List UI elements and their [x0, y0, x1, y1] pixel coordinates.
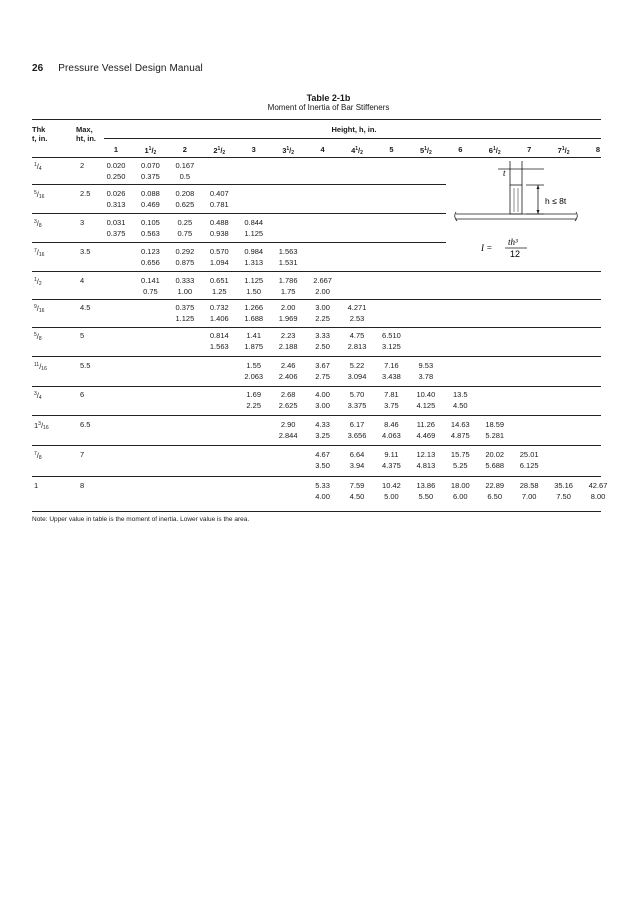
stiffener-bar: [510, 185, 522, 214]
height-col-1: $1^1/_2$: [144, 146, 157, 156]
area-cell: 2.844: [278, 431, 298, 440]
moment-of-inertia-cell: 9.53: [418, 361, 434, 370]
moment-of-inertia-cell: 4.67: [315, 450, 330, 459]
moment-of-inertia-cell: 0.333: [175, 276, 195, 285]
area-cell: 6.00: [452, 492, 468, 501]
table-note: Note: Upper value in table is the moment of inertia. Lower value is the area.: [32, 516, 250, 523]
area-cell: 5.50: [418, 492, 434, 501]
moment-of-inertia-cell: 0.407: [209, 189, 229, 198]
area-cell: 4.00: [315, 492, 330, 501]
table-top-rule: [32, 119, 601, 120]
page-running-title: Pressure Vessel Design Manual: [58, 63, 203, 74]
height-header-rule: [104, 138, 601, 139]
moment-of-inertia-cell: 13.86: [416, 481, 436, 490]
area-cell: 0.938: [209, 229, 229, 238]
moment-of-inertia-cell: 35.16: [554, 481, 573, 490]
area-cell: 2.50: [315, 342, 330, 351]
table-subtitle: Moment of Inertia of Bar Stiffeners: [267, 103, 390, 112]
moment-of-inertia-cell: 1.55: [246, 361, 262, 370]
moment-of-inertia-cell: 18.00: [450, 481, 470, 490]
area-cell: 0.656: [141, 258, 160, 267]
area-cell: 0.625: [175, 200, 195, 209]
t-label: t: [503, 168, 506, 178]
row-max-height: 6: [80, 390, 85, 399]
moment-of-inertia-cell: 3.33: [315, 331, 330, 340]
moment-of-inertia-cell: 0.732: [209, 303, 229, 312]
height-col-11: $6^1/_2$: [488, 146, 501, 156]
area-cell: 1.531: [278, 258, 298, 267]
moment-of-inertia-cell: 5.70: [349, 390, 365, 399]
moment-of-inertia-cell: 14.63: [450, 420, 470, 429]
moment-of-inertia-cell: 0.167: [175, 161, 195, 170]
area-cell: 3.25: [315, 431, 330, 440]
area-cell: 4.125: [416, 401, 436, 410]
area-cell: 1.969: [278, 314, 298, 323]
row-rule: [32, 213, 446, 214]
row-rule: [32, 271, 601, 272]
moment-of-inertia-cell: 10.40: [416, 390, 436, 399]
moment-of-inertia-cell: 18.59: [485, 420, 505, 429]
moment-of-inertia-cell: 22.89: [485, 481, 505, 490]
row-rule: [32, 327, 601, 328]
moment-of-inertia-cell: 0.088: [141, 189, 160, 198]
row-max-height: 7: [80, 450, 85, 459]
row-thickness: $^3/_8$: [34, 219, 42, 229]
height-col-10: 6: [458, 145, 463, 154]
row-rule: [32, 242, 446, 243]
row-thickness: $^{11}/_{16}$: [34, 362, 47, 372]
area-cell: 4.375: [382, 461, 401, 470]
row-max-height: 3.5: [80, 247, 91, 256]
moment-of-inertia-cell: 0.844: [244, 218, 264, 227]
height-col-14: 8: [595, 145, 601, 154]
area-cell: 6.125: [519, 461, 539, 470]
area-cell: 5.281: [485, 431, 505, 440]
moment-of-inertia-cell: 2.46: [280, 361, 296, 370]
moment-of-inertia-cell: 0.070: [141, 161, 160, 170]
moment-of-inertia-cell: 0.123: [141, 247, 160, 256]
area-cell: 2.188: [278, 342, 298, 351]
area-cell: 5.25: [452, 461, 468, 470]
page-number: 26: [32, 63, 44, 74]
area-cell: 2.406: [278, 372, 298, 381]
area-cell: 2.813: [347, 342, 367, 351]
moment-of-inertia-cell: 2.00: [280, 303, 296, 312]
area-cell: 2.25: [246, 401, 262, 410]
formula-numerator: th³: [508, 237, 518, 247]
moment-of-inertia-cell: 0.208: [175, 189, 195, 198]
col-thk-header: Thk t, in.: [32, 125, 48, 143]
area-cell: 4.50: [452, 401, 468, 410]
row-max-height: 6.5: [80, 420, 91, 429]
moment-of-inertia-cell: 25.01: [519, 450, 539, 459]
height-col-5: $3^1/_2$: [282, 146, 295, 156]
moment-of-inertia-cell: 0.105: [141, 218, 160, 227]
area-cell: 3.125: [382, 342, 401, 351]
height-col-6: 4: [320, 145, 325, 154]
area-cell: 1.00: [177, 287, 193, 296]
height-col-12: 7: [527, 145, 532, 154]
moment-of-inertia-cell: 2.23: [280, 331, 296, 340]
moment-of-inertia-cell: 12.13: [416, 450, 436, 459]
row-thickness: $^9/_{16}$: [34, 304, 45, 314]
area-cell: 7.50: [556, 492, 571, 501]
area-cell: 3.656: [347, 431, 367, 440]
moment-of-inertia-cell: 20.02: [485, 450, 505, 459]
row-max-height: 4: [80, 276, 85, 285]
bar-stiffener-diagram: [448, 158, 618, 268]
col-max-header: Max, ht, in.: [76, 125, 96, 143]
moment-of-inertia-cell: 5.22: [349, 361, 365, 370]
row-max-height: 2: [80, 161, 85, 170]
area-cell: 1.563: [209, 342, 229, 351]
row-thickness: $^1/_2$: [34, 277, 42, 287]
area-cell: 4.875: [450, 431, 470, 440]
formula-denominator: 12: [510, 249, 521, 259]
page-header: [32, 63, 203, 74]
area-cell: 4.469: [416, 431, 436, 440]
row-max-height: 8: [80, 481, 85, 490]
height-header: Height, h, in.: [331, 125, 377, 134]
area-cell: 1.094: [209, 258, 229, 267]
height-col-7: $4^1/_2$: [351, 146, 363, 156]
moment-of-inertia-cell: 3.00: [315, 303, 330, 312]
table-bottom-rule: [32, 511, 601, 512]
row-thickness: 1: [34, 481, 39, 490]
moment-of-inertia-cell: 4.33: [315, 420, 330, 429]
moment-of-inertia-cell: 0.292: [175, 247, 195, 256]
area-cell: 1.25: [211, 287, 227, 296]
moment-of-inertia-cell: 1.125: [244, 276, 264, 285]
area-cell: 2.625: [278, 401, 298, 410]
moment-of-inertia-cell: 1.69: [246, 390, 262, 399]
area-cell: 0.781: [209, 200, 229, 209]
formula-lhs: I =: [481, 243, 493, 253]
h-arrow-up: [537, 185, 540, 189]
row-thickness: $^5/_{16}$: [34, 190, 45, 200]
height-col-9: $5^1/_2$: [419, 146, 432, 156]
plate-break-left: [455, 212, 457, 221]
moment-of-inertia-cell: 2.90: [280, 420, 296, 429]
row-rule: [32, 299, 601, 300]
moment-of-inertia-cell: 5.33: [315, 481, 330, 490]
moment-of-inertia-cell: 4.271: [347, 303, 367, 312]
area-cell: 3.375: [347, 401, 367, 410]
area-cell: 0.5: [179, 172, 191, 181]
area-cell: 2.53: [349, 314, 365, 323]
moment-of-inertia-cell: 0.020: [106, 161, 126, 170]
moment-of-inertia-cell: 0.031: [106, 218, 126, 227]
area-cell: 2.00: [315, 287, 330, 296]
area-cell: 2.75: [315, 372, 330, 381]
height-col-0: 1: [113, 145, 119, 154]
moment-of-inertia-cell: 0.814: [209, 331, 229, 340]
moment-of-inertia-cell: 0.651: [209, 276, 229, 285]
moment-of-inertia-cell: 11.26: [416, 420, 435, 429]
area-cell: 1.875: [244, 342, 264, 351]
area-cell: 3.438: [382, 372, 401, 381]
moment-of-inertia-cell: 8.46: [384, 420, 399, 429]
area-cell: 0.75: [143, 287, 158, 296]
moment-of-inertia-cell: 3.67: [315, 361, 330, 370]
row-thickness: $^1/_4$: [34, 162, 42, 172]
h-arrow-down: [537, 210, 540, 214]
area-cell: 8.00: [590, 492, 606, 501]
height-col-2: 2: [182, 145, 187, 154]
row-max-height: 5: [80, 331, 85, 340]
moment-of-inertia-cell: 0.488: [209, 218, 229, 227]
moment-of-inertia-cell: 6.64: [349, 450, 365, 459]
height-col-8: 5: [389, 145, 394, 154]
area-cell: 0.375: [141, 172, 160, 181]
height-col-13: $7^1/_2$: [557, 146, 570, 156]
moment-of-inertia-cell: 13.5: [452, 390, 468, 399]
area-cell: 6.50: [487, 492, 503, 501]
row-rule: [32, 356, 601, 357]
area-cell: 3.094: [347, 372, 367, 381]
moment-of-inertia-cell: 0.570: [209, 247, 229, 256]
row-thickness: $^7/_8$: [34, 451, 42, 461]
moment-of-inertia-cell: 2.667: [313, 276, 332, 285]
area-cell: 1.125: [175, 314, 195, 323]
row-rule: [32, 415, 601, 416]
row-rule: [32, 184, 446, 185]
area-cell: 3.94: [349, 461, 365, 470]
area-cell: 0.469: [141, 200, 160, 209]
height-col-3: $2^1/_2$: [213, 146, 226, 156]
moment-of-inertia-cell: 42.67: [588, 481, 608, 490]
moment-of-inertia-cell: 1.786: [278, 276, 298, 285]
moment-of-inertia-cell: 7.81: [384, 390, 399, 399]
area-cell: 0.875: [175, 258, 195, 267]
row-max-height: 3: [80, 218, 85, 227]
moment-of-inertia-cell: 4.00: [315, 390, 330, 399]
moment-of-inertia-cell: 1.41: [246, 331, 262, 340]
moment-of-inertia-cell: 7.59: [349, 481, 365, 490]
area-cell: 0.250: [106, 172, 126, 181]
area-cell: 1.50: [246, 287, 262, 296]
area-cell: 2.25: [315, 314, 330, 323]
area-cell: 4.063: [382, 431, 401, 440]
moment-of-inertia-cell: 1.266: [244, 303, 264, 312]
height-col-4: 3: [251, 145, 256, 154]
moment-of-inertia-cell: 9.11: [384, 450, 399, 459]
area-cell: 0.563: [141, 229, 160, 238]
moment-of-inertia-cell: 15.75: [450, 450, 470, 459]
moment-of-inertia-cell: 6.17: [349, 420, 365, 429]
area-cell: 5.688: [485, 461, 505, 470]
row-thickness: $^3/_4$: [34, 391, 42, 401]
area-cell: 1.688: [244, 314, 264, 323]
area-cell: 7.00: [521, 492, 537, 501]
area-cell: 1.406: [209, 314, 229, 323]
area-cell: 3.50: [315, 461, 330, 470]
plate-break-right: [575, 212, 577, 221]
row-max-height: 2.5: [80, 189, 91, 198]
area-cell: 4.50: [349, 492, 365, 501]
row-rule: [32, 386, 601, 387]
area-cell: 1.125: [244, 229, 264, 238]
area-cell: 1.75: [280, 287, 296, 296]
area-cell: 3.75: [384, 401, 399, 410]
row-thickness: $1^3/_{16}$: [34, 421, 49, 431]
area-cell: 0.375: [106, 229, 126, 238]
moment-of-inertia-cell: 0.141: [141, 276, 160, 285]
moment-of-inertia-cell: 4.75: [349, 331, 365, 340]
moment-of-inertia-cell: 1.563: [278, 247, 298, 256]
h-label: h ≤ 8t: [545, 196, 567, 206]
area-cell: 3.78: [418, 372, 434, 381]
moment-of-inertia-cell: 0.25: [177, 218, 193, 227]
area-cell: 4.813: [416, 461, 436, 470]
area-cell: 0.75: [177, 229, 193, 238]
moment-of-inertia-cell: 6.510: [382, 331, 401, 340]
row-max-height: 4.5: [80, 303, 91, 312]
area-cell: 0.313: [106, 200, 126, 209]
area-cell: 3.00: [315, 401, 330, 410]
moment-of-inertia-cell: 10.42: [382, 481, 401, 490]
row-max-height: 5.5: [80, 361, 91, 370]
area-cell: 2.063: [244, 372, 264, 381]
area-cell: 1.313: [244, 258, 264, 267]
moment-of-inertia-cell: 0.026: [106, 189, 126, 198]
row-thickness: $^5/_8$: [34, 332, 42, 342]
area-cell: 5.00: [384, 492, 399, 501]
row-rule: [32, 476, 601, 477]
table-title: Table 2-1b: [306, 93, 351, 103]
moment-of-inertia-cell: 28.58: [519, 481, 539, 490]
row-thickness: $^7/_{16}$: [34, 248, 45, 258]
moment-of-inertia-cell: 0.375: [175, 303, 195, 312]
moment-of-inertia-cell: 2.68: [280, 390, 296, 399]
row-rule: [32, 445, 601, 446]
moment-of-inertia-cell: 0.984: [244, 247, 264, 256]
moment-of-inertia-cell: 7.16: [384, 361, 399, 370]
